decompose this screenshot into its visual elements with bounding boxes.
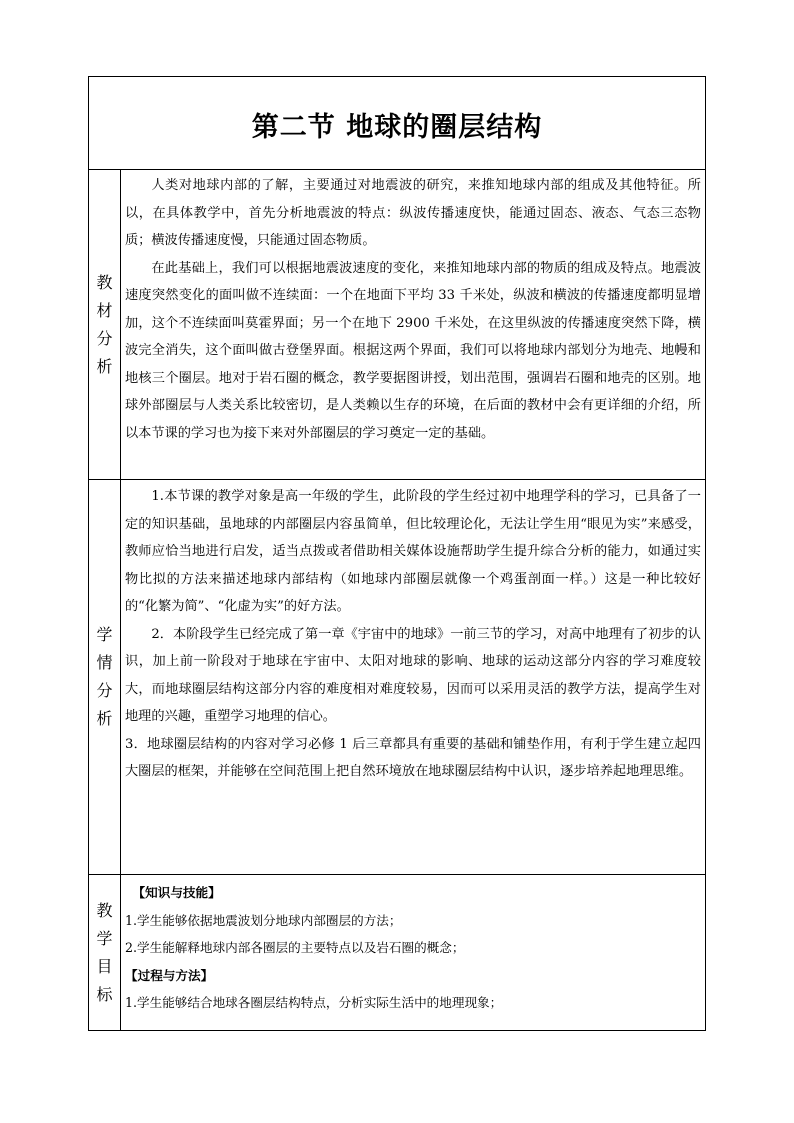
goals-row	[89, 875, 706, 1031]
materials-paragraph-1: 人类对地球内部的了解，主要通过对地震波的研究，来推知地球内部的组成及其他特征。所以，在具体教学中，首先分析地震波的特点：纵波传播速度快，能通过固态、液态、气态三态物质；横波传播速度慢，只能通过固态物质。	[125, 178, 701, 248]
materials-row	[89, 170, 706, 480]
students-paragraph-2: 2．本阶段学生已经完成了第一章《宇宙中的地球》一前三节的学习，对高中地理有了初步的认识，加上前一阶段对于地球在宇宙中、太阳对地球的影响、地球的运动这部分内容的学习难度较大，而地球圈层结构这部分内容的难度相对难度较易，因而可以采用灵活的教学方法，提高学生对地理的兴趣，重塑学习地理的信心。	[125, 626, 701, 724]
goals-item-1: 1.学生能够依据地震波划分地球内部圈层的方法；	[125, 912, 402, 928]
lesson-plan-table	[88, 76, 706, 1031]
title-cell	[89, 77, 706, 170]
goals-item-2: 2.学生能解释地球内部各圈层的主要特点以及岩石圈的概念；	[125, 940, 465, 955]
page-title: 第二节 地球的圈层结构	[251, 111, 543, 143]
students-content	[121, 480, 706, 875]
goals-item-3: 1.学生能够结合地球各圈层结构特点，分析实际生活中的地理现象；	[125, 995, 503, 1010]
materials-paragraph-2: 在此基础上，我们可以根据地震波速度的变化，来推知地球内部的物质的组成及特点。地震波速度突然变化的面叫做不连续面：一个在地面下平均 33 千米处，纵波和横波的传播速度都明显增加，这个不连续面叫莫霍界面；另一个在地下 2900 千米处，在这里纵波的传播速度突然下降，横波完全消失，这个面叫做古登堡界面。根据这两个界面，我们可以将地球内部划分为地壳、地幔和地核三个圈层。地对于岩石圈的概念，教学要据图讲授，划出范围，强调岩石圈和地壳的区别。地球外部圈层与人类关系比较密切，是人类赖以生存的环境，在后面的教材中会有更详细的介绍，所以本节课的学习也为接下来对外部圈层的学习奠定一定的基础。	[125, 260, 701, 441]
students-paragraph-1: 1.本节课的教学对象是高一年级的学生，此阶段的学生经过初中地理学科的学习，已具备了一定的知识基础，虽地球的内部圈层内容虽简单，但比较理论化，无法让学生用“眼见为实”来感受，教师应恰当地进行启发，适当点拨或者借助相关媒体设施帮助学生提升综合分析的能力，如通过实物比拟的方法来描述地球内部结构（如地球内部圈层就像一个鸡蛋剖面一样。）这是一种比较好的“化繁为简”、“化虚为实”的好方法。	[125, 489, 701, 614]
title-row	[89, 77, 706, 170]
goals-label: 教学目标	[96, 900, 113, 1004]
students-label-cell	[89, 480, 121, 875]
students-paragraph-3: 3．地球圈层结构的内容对学习必修 1 后三章都具有重要的基础和铺垫作用，有利于学生建立起四大圈层的框架，并能够在空间范围上把自然环境放在地球圈层结构中认识，逐步培养起地理思维。	[125, 736, 701, 779]
materials-label: 教材分析	[96, 272, 113, 376]
goals-heading-knowledge: 【知识与技能】	[132, 885, 221, 900]
students-row	[89, 480, 706, 875]
students-label: 学情分析	[96, 625, 113, 728]
goals-heading-process: 【过程与方法】	[125, 967, 214, 983]
materials-content	[121, 170, 706, 480]
goals-label-cell	[89, 875, 121, 1031]
goals-content	[121, 875, 706, 1031]
materials-label-cell	[89, 170, 121, 480]
